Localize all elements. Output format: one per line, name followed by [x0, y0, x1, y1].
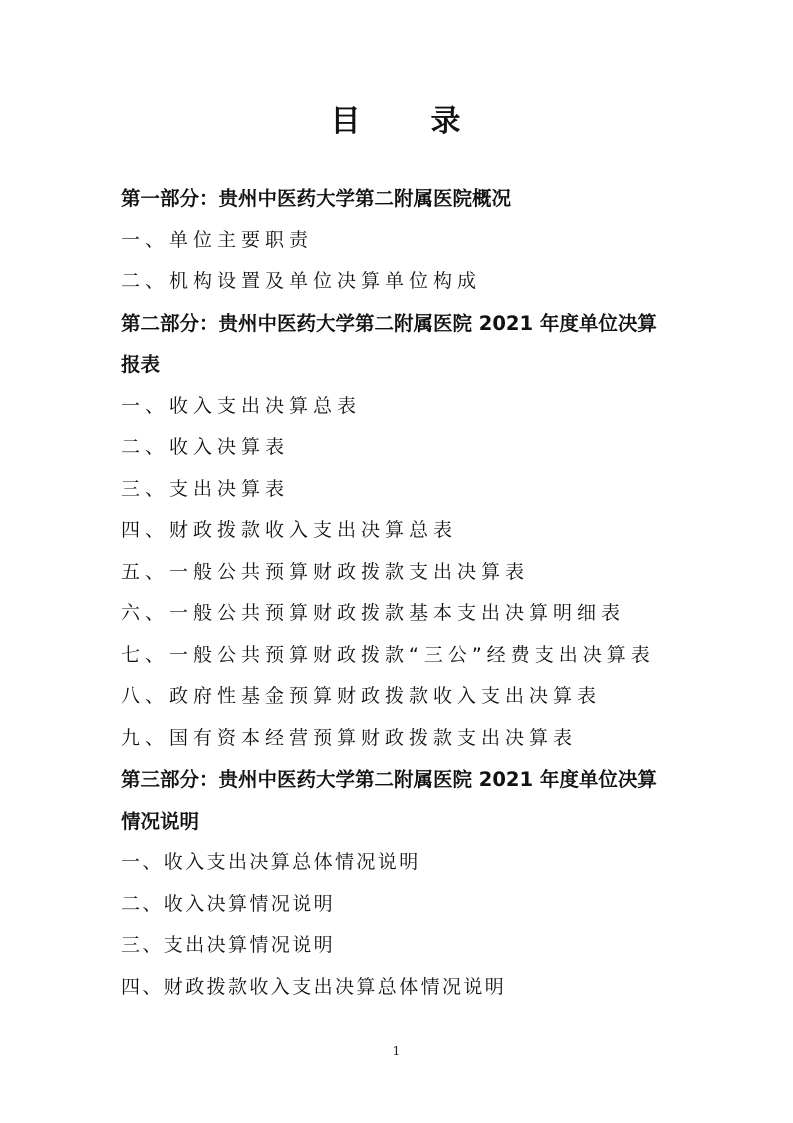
toc-item[interactable]: 五、一般公共预算财政拨款支出决算表: [121, 560, 530, 583]
toc-item[interactable]: 四、财政拨款收入支出决算总表: [121, 519, 458, 541]
toc-item[interactable]: 二、收入决算情况说明: [121, 892, 336, 915]
page-number: 1: [392, 1044, 401, 1058]
title-char-1: 目: [330, 104, 363, 139]
toc-part2-heading[interactable]: 第二部分：贵州中医药大学第二附属医院 2021 年度单位决算: [121, 311, 657, 335]
toc-part3-heading-continued[interactable]: 情况说明: [121, 809, 200, 833]
toc-item[interactable]: 二、机构设置及单位决算单位构成: [121, 270, 482, 292]
table-of-contents: [121, 178, 681, 1008]
page-title: [0, 96, 793, 140]
toc-item[interactable]: 九、国有资本经营预算财政拨款支出决算表: [121, 726, 578, 749]
toc-item[interactable]: 三、支出决算情况说明: [121, 934, 336, 956]
toc-part3-heading[interactable]: 第三部分：贵州中医药大学第二附属医院 2021 年度单位决算: [121, 768, 657, 791]
toc-item[interactable]: 一、收入支出决算总体情况说明: [121, 851, 421, 873]
toc-part1-heading[interactable]: 第一部分：贵州中医药大学第二附属医院概况: [121, 187, 512, 210]
toc-item[interactable]: 四、财政拨款收入支出决算总体情况说明: [121, 975, 507, 998]
toc-item[interactable]: 三、支出决算表: [121, 477, 290, 500]
toc-item[interactable]: 一、收入支出决算总表: [121, 394, 362, 417]
toc-item[interactable]: 六、一般公共预算财政拨款基本支出决算明细表: [121, 602, 626, 624]
toc-item[interactable]: 七、一般公共预算财政拨款“三公”经费支出决算表: [121, 643, 655, 666]
toc-item[interactable]: 八、政府性基金预算财政拨款收入支出决算表: [121, 685, 602, 707]
toc-item[interactable]: 一、单位主要职责: [121, 228, 314, 251]
toc-part2-heading-continued[interactable]: 报表: [121, 353, 161, 376]
toc-item[interactable]: 二、收入决算表: [121, 436, 290, 458]
title-char-2: 录: [430, 104, 463, 139]
